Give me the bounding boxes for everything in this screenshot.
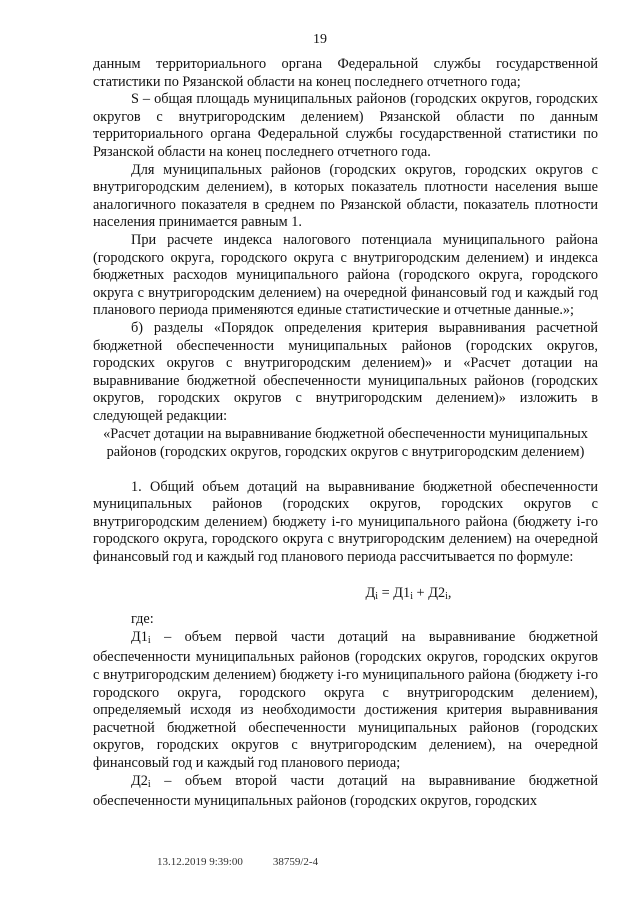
where-label: где: <box>131 611 154 628</box>
paragraph-continuation: данным территориального органа Федеральной службы государственной статистики по Рязанской области на конец последнего отчетного года; <box>93 56 598 90</box>
formula-lhs: Д <box>365 584 376 601</box>
paragraph-index-calculation: При расчете индекса налогового потенциала муниципального района (городского округа, городского округа с внутригородским делением) и индекса бюджетных расходов муниципального района (городского округа, городского округа с внутригородским делением) на очередной финансовый год и каждый год планового периода применяются единые статистические и отчетные данные.»; <box>93 231 598 319</box>
footer-timestamp: 13.12.2019 9:39:00 <box>157 856 243 868</box>
formula-lhs-subscript: i <box>375 590 379 602</box>
formula-end: , <box>447 584 452 601</box>
paragraph-d1-definition <box>93 629 598 773</box>
paragraph-density-rule: Для муниципальных районов (городских округов, городских округов с внутригородским делением), в которых показатель плотности населения выше аналогичного показателя в среднем по Рязанской области, показатель плотности населения принимается равным 1. <box>93 161 598 231</box>
formula-term2-subscript: i <box>445 590 448 602</box>
symbol-d2-subscript: i <box>147 778 151 790</box>
paragraph-total-subsidy: 1. Общий объем дотаций на выравнивание бюджетной обеспеченности муниципальных районов (городских округов, городских округов с внутригородским делением) бюджету i-го муниципального района (бюджету i-го городского округа, городского округа с внутригородским делением) на очередной финансовый год и каждый год планового периода рассчитывается по формуле: <box>93 478 598 566</box>
symbol-d1: Д1 <box>131 628 148 645</box>
d1-definition-text: – объем первой части дотаций на выравнивание бюджетной обеспеченности муниципальных районов (городских округов, городских округов с внутригородским делением) бюджету i-го муниципального района (бюджету i-го городского округа, городского округа с внутригородским делением), определяемый исходя из необходимости достижения критерия выравнивания расчетной бюджетной обеспеченности муниципальных районов (городских округов, городских округов с внутригородским делением), на очередной финансовый год и каждый год планового периода; <box>93 628 598 771</box>
page-footer <box>157 856 348 868</box>
formula-term1: = Д1 <box>378 584 411 601</box>
formula-term1-subscript: i <box>410 590 413 602</box>
formula-term2: + Д2 <box>412 584 446 601</box>
paragraph-s-definition: S – общая площадь муниципальных районов (городских округов, городских округов с внутригородским делением) Рязанской области по данным территориального органа Федеральной службы государственной статистики по Рязанской области на конец последнего отчетного года. <box>93 91 598 160</box>
section-title: «Расчет дотации на выравнивание бюджетной обеспеченности муниципальных районов (городских округов, городских округов с внутригородским делением) <box>103 426 588 461</box>
document-body <box>93 56 598 811</box>
formula <box>93 585 598 606</box>
d2-definition-text: – объем второй части дотаций на выравнивание бюджетной обеспеченности муниципальных районов (городских округов, городских <box>93 772 598 810</box>
symbol-d1-subscript: i <box>147 634 151 646</box>
page-number: 19 <box>313 32 327 47</box>
symbol-d2: Д2 <box>131 772 148 789</box>
paragraph-sections-amendment: б) разделы «Порядок определения критерия выравнивания расчетной бюджетной обеспеченности муниципальных районов (городских округов, городских округов с внутригородским делением)» и «Расчет дотации на выравнивание бюджетной обеспеченности муниципальных районов (городских округов, городских округов с внутригородским делением)» изложить в следующей редакции: <box>93 319 598 424</box>
paragraph-d2-definition <box>93 773 598 811</box>
footer-doc-id: 38759/2-4 <box>272 856 319 868</box>
